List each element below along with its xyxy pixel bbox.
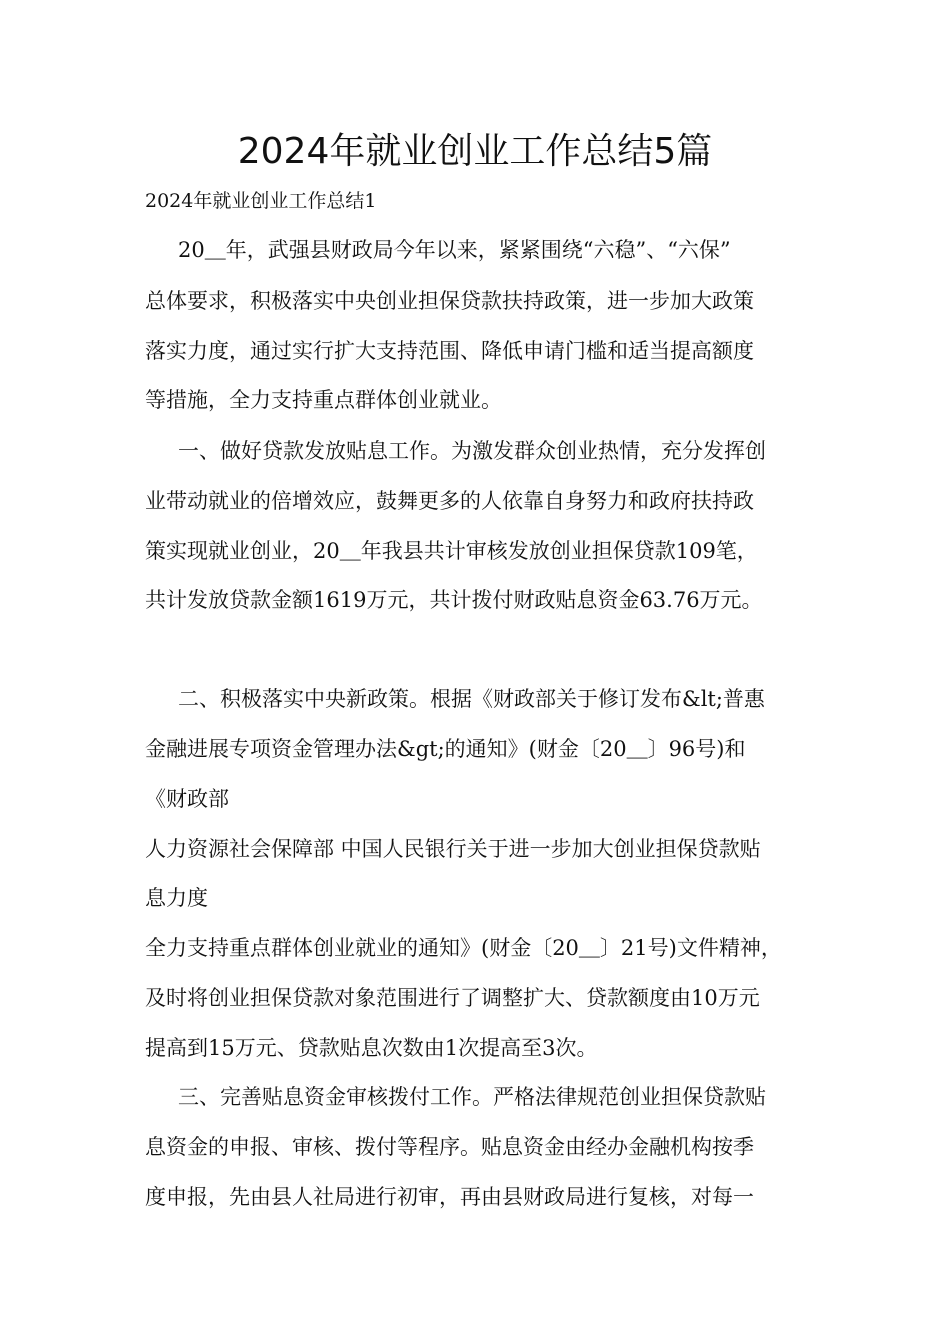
- paragraph-line: 业带动就业的倍增效应，鼓舞更多的人依靠自身努力和政府扶持政: [145, 489, 754, 513]
- paragraph-line: 及时将创业担保贷款对象范围进行了调整扩大、贷款额度由10万元: [145, 986, 760, 1010]
- paragraph-line: 金融进展专项资金管理办法&gt;的通知》(财金〔20＿〕96号)和: [145, 737, 746, 761]
- paragraph-line: 全力支持重点群体创业就业的通知》(财金〔20＿〕21号)文件精神，: [145, 936, 782, 960]
- paragraph-line: 息资金的申报、审核、拨付等程序。贴息资金由经办金融机构按季: [145, 1135, 754, 1159]
- paragraph-line: 息力度: [145, 886, 208, 910]
- paragraph-line: 二、积极落实中央新政策。根据《财政部关于修订发布&lt;普惠: [178, 687, 765, 711]
- paragraph-line: 三、完善贴息资金审核拨付工作。严格法律规范创业担保贷款贴: [178, 1085, 766, 1109]
- paragraph-line: 一、做好贷款发放贴息工作。为激发群众创业热情，充分发挥创: [178, 439, 766, 463]
- paragraph-line: 20＿年，武强县财政局今年以来，紧紧围绕“六稳”、“六保”: [178, 238, 731, 262]
- paragraph-line: 《财政部: [145, 787, 229, 811]
- paragraph-line: 共计发放贷款金额1619万元，共计拨付财政贴息资金63.76万元。: [145, 588, 763, 612]
- paragraph-line: 人力资源社会保障部 中国人民银行关于进一步加大创业担保贷款贴: [145, 837, 761, 861]
- section-heading: 2024年就业创业工作总结1: [145, 190, 377, 212]
- paragraph-line: 策实现就业创业，20＿年我县共计审核发放创业担保贷款109笔，: [145, 539, 758, 563]
- paragraph-line: 落实力度，通过实行扩大支持范围、降低申请门槛和适当提高额度: [145, 339, 754, 363]
- paragraph-line: 提高到15万元、贷款贴息次数由1次提高至3次。: [145, 1036, 598, 1060]
- document-title: 2024年就业创业工作总结5篇: [237, 131, 713, 172]
- paragraph-line: 总体要求，积极落实中央创业担保贷款扶持政策，进一步加大政策: [145, 289, 754, 313]
- paragraph-line: 度申报，先由县人社局进行初审，再由县财政局进行复核，对每一: [145, 1185, 754, 1209]
- paragraph-line: 等措施，全力支持重点群体创业就业。: [145, 388, 502, 412]
